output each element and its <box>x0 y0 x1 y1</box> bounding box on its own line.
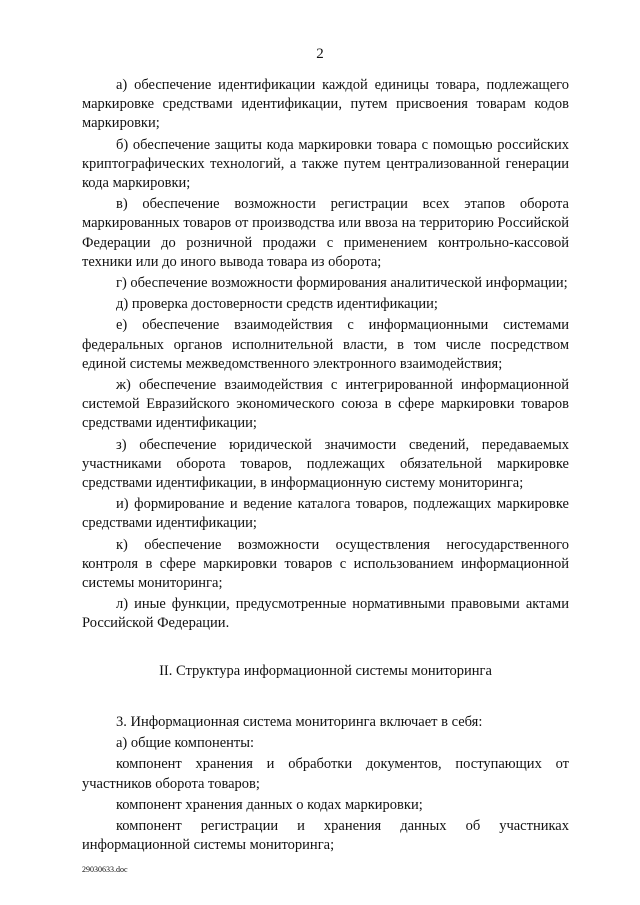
list-item-z: з) обеспечение юридической значимости сведений, передаваемых участниками оборота товаров, подлежащих обязательной маркировке средствами идентификации, в информационную систему мониторинга; <box>82 436 569 492</box>
list-item-b: б) обеспечение защиты кода маркировки товара с помощью российских криптографических технологий, а также путем централизованной генерации кода маркировки; <box>82 136 569 192</box>
list-item-a: а) обеспечение идентификации каждой единицы товара, подлежащего маркировке средствами идентификации, путем присвоения товарам кодов маркировки; <box>82 77 569 132</box>
list-item-l: л) иные функции, предусмотренные нормативными правовыми актами Российской Федерации. <box>82 596 569 632</box>
section-paragraph-documents: компонент хранения и обработки документов, поступающих от участников оборота товаров; <box>82 756 569 792</box>
list-item-d: д) проверка достоверности средств идентификации; <box>116 296 438 313</box>
section-heading: II. Структура информационной системы мониторинга <box>159 662 492 679</box>
section-paragraph-intro: 3. Информационная система мониторинга включает в себя: <box>116 713 483 730</box>
list-item-g: г) обеспечение возможности формирования аналитической информации; <box>116 275 568 292</box>
document-body <box>82 76 569 855</box>
page-number: 2 <box>316 46 324 62</box>
list-item-k: к) обеспечение возможности осуществления негосударственного контроля в сфере маркировки товаров с использованием информационной системы мониторинга; <box>82 536 569 592</box>
list-item-i: и) формирование и ведение каталога товаров, подлежащих маркировке средствами идентификации; <box>82 496 569 532</box>
section-paragraph-general: а) общие компоненты: <box>116 735 255 752</box>
footer-file-id: 29030633.doc <box>82 865 128 874</box>
list-item-zh: ж) обеспечение взаимодействия с интегрированной информационной системой Евразийского экономического союза в сфере маркировки товаров средствами идентификации; <box>82 377 569 432</box>
section-paragraph-participants: компонент регистрации и хранения данных об участниках информационной системы мониторинга; <box>82 817 569 854</box>
section-paragraph-codes: компонент хранения данных о кодах маркировки; <box>116 796 423 813</box>
list-item-v: в) обеспечение возможности регистрации всех этапов оборота маркированных товаров от производства или ввоза на территорию Российской Федерации до розничной продажи с применением контрольно-кассовой техники или до иного вывода товара из оборота; <box>82 196 569 270</box>
list-item-e: е) обеспечение взаимодействия с информационными системами федеральных органов исполнительной власти, в том числе посредством единой системы межведомственного электронного взаимодействия; <box>82 317 569 372</box>
